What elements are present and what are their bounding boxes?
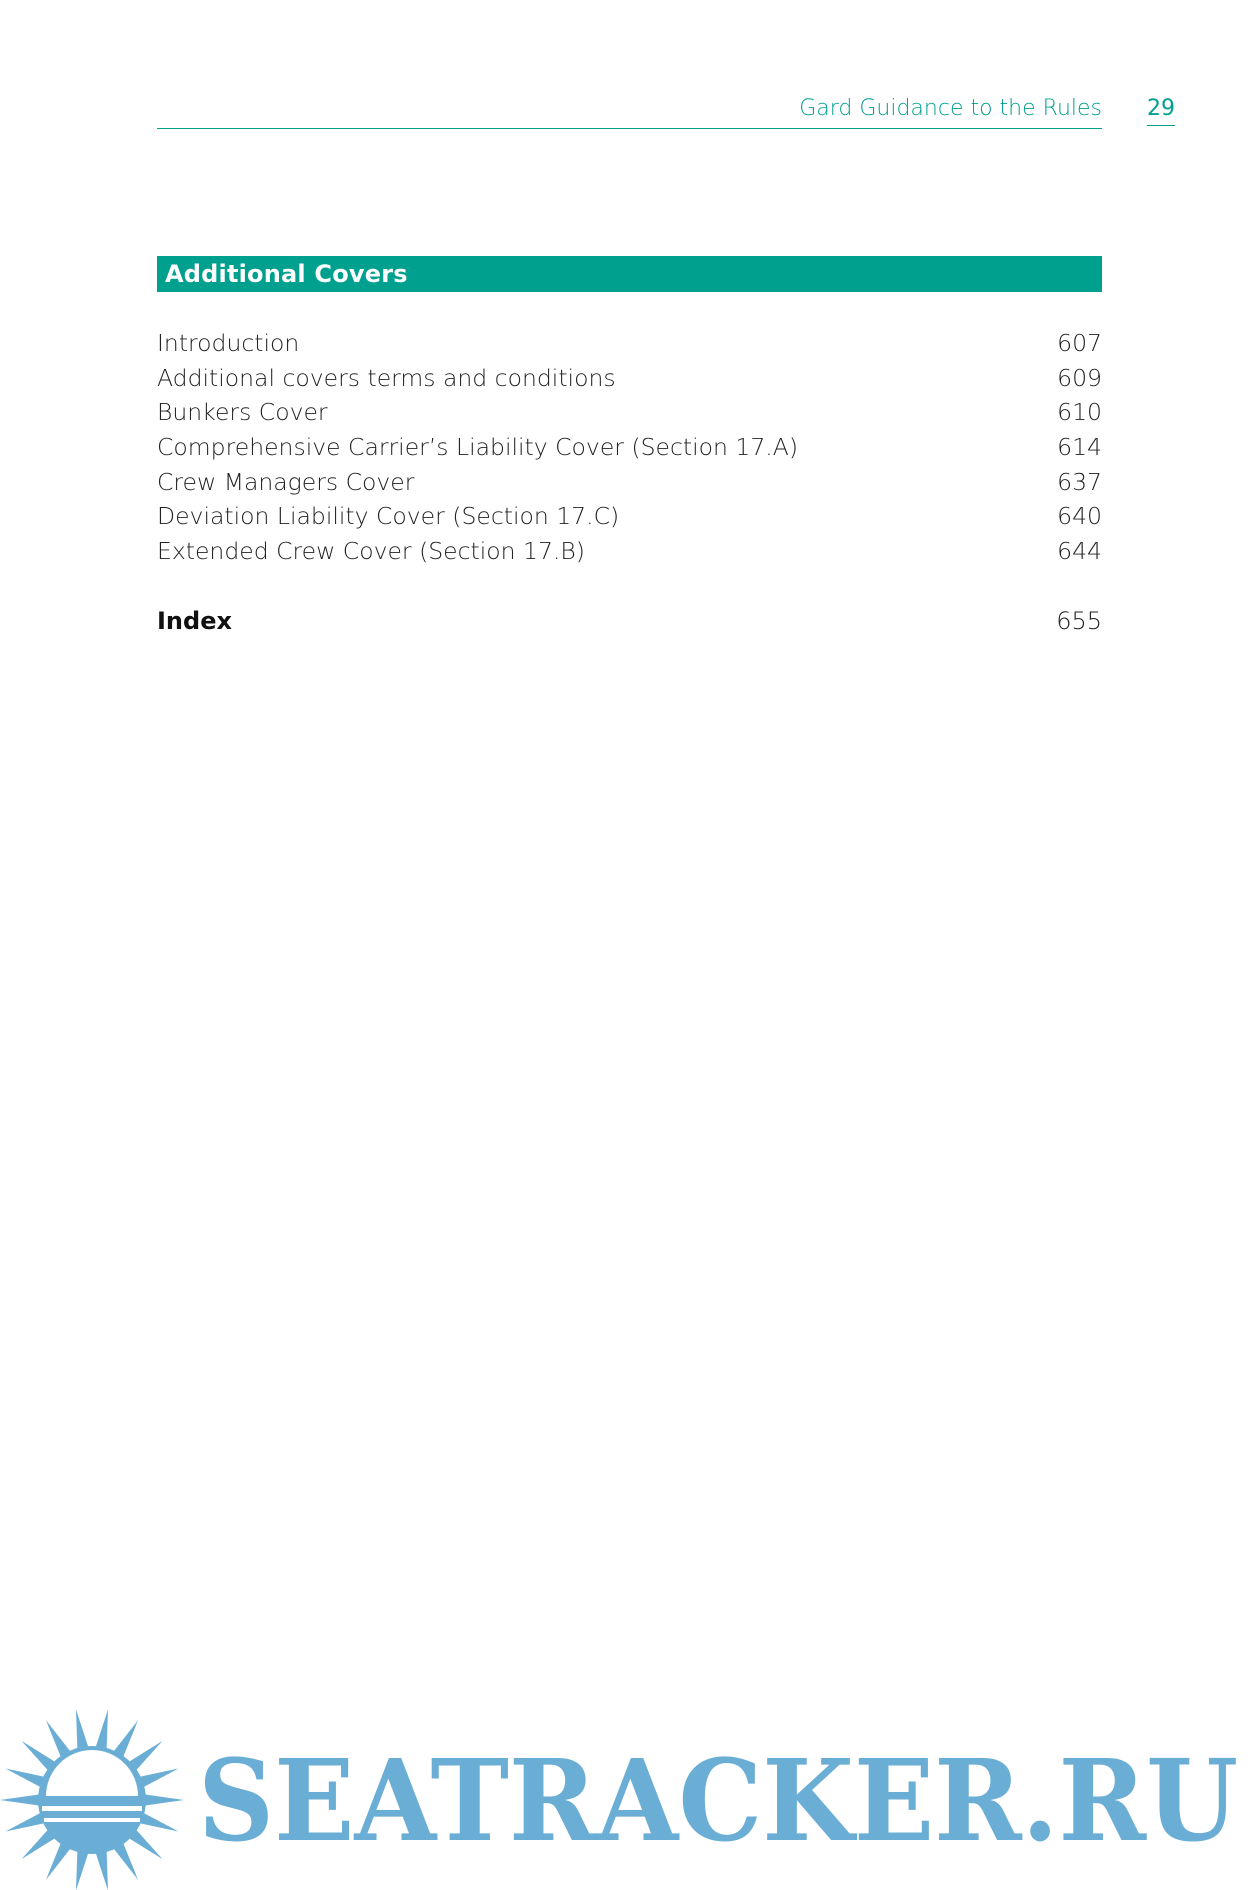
page-header [157, 92, 1102, 129]
toc-index-label: Index [157, 607, 232, 635]
sun-ray [0, 1794, 42, 1806]
toc-entry-page: 640 [1057, 502, 1102, 531]
section-title: Additional Covers [165, 260, 408, 288]
toc-entry-page: 614 [1057, 433, 1102, 462]
toc-entry-page: 637 [1057, 467, 1102, 496]
section-heading-bar [157, 256, 1102, 292]
running-title: Gard Guidance to the Rules [799, 96, 1102, 121]
toc-entry-page: 644 [1057, 537, 1102, 566]
table-of-contents [157, 326, 1102, 569]
toc-entry-label: Additional covers terms and conditions [157, 363, 616, 392]
sun-ray [95, 1848, 108, 1890]
toc-index-page: 655 [1056, 607, 1102, 635]
toc-entry[interactable] [157, 499, 1102, 534]
toc-entry-label: Deviation Liability Cover (Section 17.C) [157, 502, 620, 531]
sun-ray [76, 1848, 89, 1890]
sun-ray [76, 1709, 89, 1752]
toc-entry[interactable] [157, 395, 1102, 430]
toc-entry[interactable] [157, 465, 1102, 500]
toc-entry-page: 610 [1057, 398, 1102, 427]
toc-entry-label: Comprehensive Carrier’s Liability Cover (Section 17.A) [157, 433, 798, 462]
sun-ray [95, 1709, 108, 1752]
watermark-text: SEATRACKER.RU [198, 1736, 1238, 1867]
toc-entry[interactable] [157, 326, 1102, 361]
toc-entry-page: 607 [1057, 329, 1102, 357]
toc-entry[interactable] [157, 534, 1102, 569]
toc-entry-label: Introduction [157, 329, 300, 357]
watermark [0, 1700, 1260, 1890]
toc-entry-label: Bunkers Cover [157, 398, 328, 427]
toc-entry[interactable] [157, 361, 1102, 396]
sun-ray [142, 1794, 184, 1806]
toc-entry-label: Crew Managers Cover [157, 467, 415, 496]
toc-entry[interactable] [157, 430, 1102, 465]
page-number: 29 [1147, 96, 1175, 126]
toc-entry-label: Extended Crew Cover (Section 17.B) [157, 537, 585, 566]
toc-entry-page: 609 [1057, 363, 1102, 392]
sun-burst-logo-icon [0, 1709, 184, 1890]
toc-index-entry[interactable] [157, 604, 1102, 638]
